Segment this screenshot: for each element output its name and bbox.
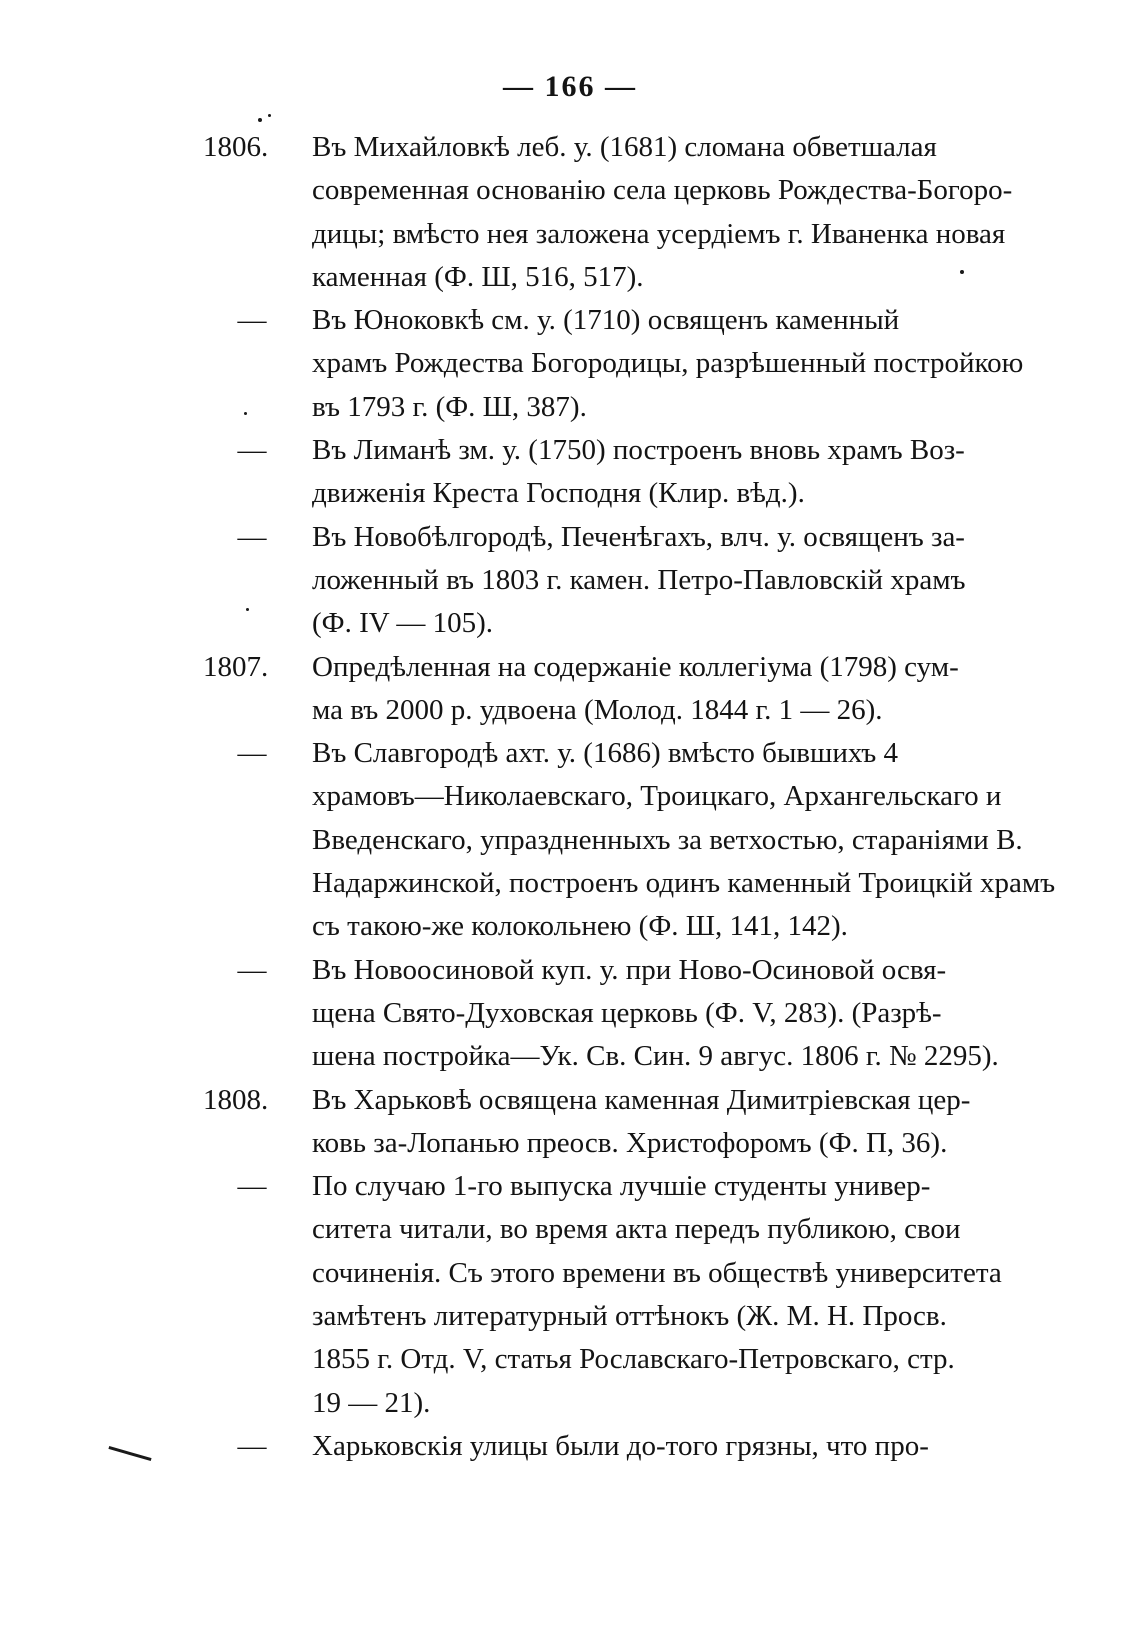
entry-line: Харьковскія улицы были до-того грязны, что про-	[312, 1429, 929, 1462]
scan-speck	[244, 412, 247, 415]
entry-line: Въ Харьковѣ освящена каменная Димитріевская цер-	[312, 1083, 971, 1116]
entry-line: дицы; вмѣсто нея заложена усердіемъ г. Иваненка новая	[312, 217, 1006, 250]
chronicle-entry-yunokovka	[0, 299, 1140, 429]
entry-dash: —	[237, 304, 267, 337]
entry-line: Введенскаго, упраздненныхъ за ветхостью, стараніями В.	[312, 823, 1023, 856]
page-number: — 166 —	[503, 70, 637, 103]
entry-line: въ 1793 г. (Ф. Ш, 387).	[312, 390, 587, 423]
entry-line: шена постройка—Ук. Св. Син. 9 авгус. 1806 г. № 2295).	[312, 1040, 999, 1073]
entry-dash: —	[237, 953, 267, 986]
entry-line: замѣтенъ литературный оттѣнокъ (Ж. М. Н. Просв.	[312, 1300, 947, 1333]
entry-line: храмъ Рождества Богородицы, разрѣшенный постройкою	[312, 347, 1024, 380]
chronicle-entry-novoosinovaya	[0, 949, 1140, 1079]
entry-dash: —	[237, 1429, 267, 1462]
entry-line: съ такою-же колокольнею (Ф. Ш, 141, 142).	[312, 910, 848, 943]
entry-line: современная основанію села церковь Рождества-Богоро-	[312, 174, 1013, 207]
scan-speck	[258, 118, 262, 122]
chronicle-entry-1806	[0, 126, 1140, 299]
entry-line: Въ Новобѣлгородѣ, Печенѣгахъ, влч. у. освященъ за-	[312, 520, 965, 553]
entry-line: Въ Новоосиновой куп. у. при Ново-Осиновой освя-	[312, 953, 947, 986]
entry-year: 1807.	[203, 650, 269, 683]
chronicle-entry-streets	[0, 1425, 1140, 1468]
chronicle-entry-1808	[0, 1079, 1140, 1166]
entry-line: храмовъ—Николаевскаго, Троицкаго, Архангельскаго и	[312, 780, 1002, 813]
scan-speck	[246, 608, 249, 611]
entry-line: Надаржинской, построенъ одинъ каменный Троицкій храмъ	[312, 867, 1056, 900]
entry-line: Въ Юноковкѣ см. у. (1710) освященъ каменный	[312, 304, 900, 337]
entry-line: ма въ 2000 р. удвоена (Молод. 1844 г. 1 — 26).	[312, 693, 883, 726]
entry-year: 1806.	[203, 131, 269, 163]
entry-line: По случаю 1-го выпуска лучшіе студенты универ-	[312, 1170, 931, 1203]
scan-speck	[960, 270, 964, 274]
entry-line: Опредѣленная на содержаніе коллегіума (1798) сум-	[312, 650, 959, 683]
chronicle-entry-1807	[0, 646, 1140, 733]
chronicle-entries	[0, 126, 1140, 1468]
scan-speck	[268, 114, 271, 117]
entry-line: Въ Лиманѣ зм. у. (1750) построенъ вновь храмъ Воз-	[312, 434, 965, 467]
entry-year: 1808.	[203, 1083, 269, 1116]
entry-line: каменная (Ф. Ш, 516, 517).	[312, 260, 644, 293]
entry-line: ковь за-Лопанью преосв. Христофоромъ (Ф. П, 36).	[312, 1126, 948, 1159]
entry-line: (Ф. IV — 105).	[312, 607, 494, 640]
entry-dash: —	[237, 520, 267, 553]
entry-line: 19 — 21).	[312, 1386, 431, 1419]
entry-dash: —	[237, 737, 267, 770]
chronicle-entry-liman	[0, 429, 1140, 516]
entry-line: движенія Креста Господня (Клир. вѣд.).	[312, 477, 805, 510]
entry-line: ситета читали, во время акта передъ публикою, свои	[312, 1213, 961, 1246]
entry-line: 1855 г. Отд. V, статья Рославскаго-Петровскаго, стр.	[312, 1343, 955, 1376]
entry-dash: —	[237, 434, 267, 467]
entry-dash: —	[237, 1170, 267, 1203]
entry-line: Въ Славгородѣ ахт. у. (1686) вмѣсто бывшихъ 4	[312, 737, 898, 770]
chronicle-entry-slavgorod	[0, 732, 1140, 948]
entry-line: ложенный въ 1803 г. камен. Петро-Павловскій храмъ	[312, 563, 966, 596]
chronicle-entry-university	[0, 1165, 1140, 1425]
entry-line: сочиненія. Съ этого времени въ обществѣ университета	[312, 1256, 1002, 1289]
entry-line: щена Свято-Духовская церковь (Ф. V, 283). (Разрѣ-	[312, 996, 942, 1029]
entry-line: Въ Михайловкѣ леб. у. (1681) сломана обветшалая	[312, 131, 937, 163]
chronicle-entry-novobelgorod	[0, 516, 1140, 646]
